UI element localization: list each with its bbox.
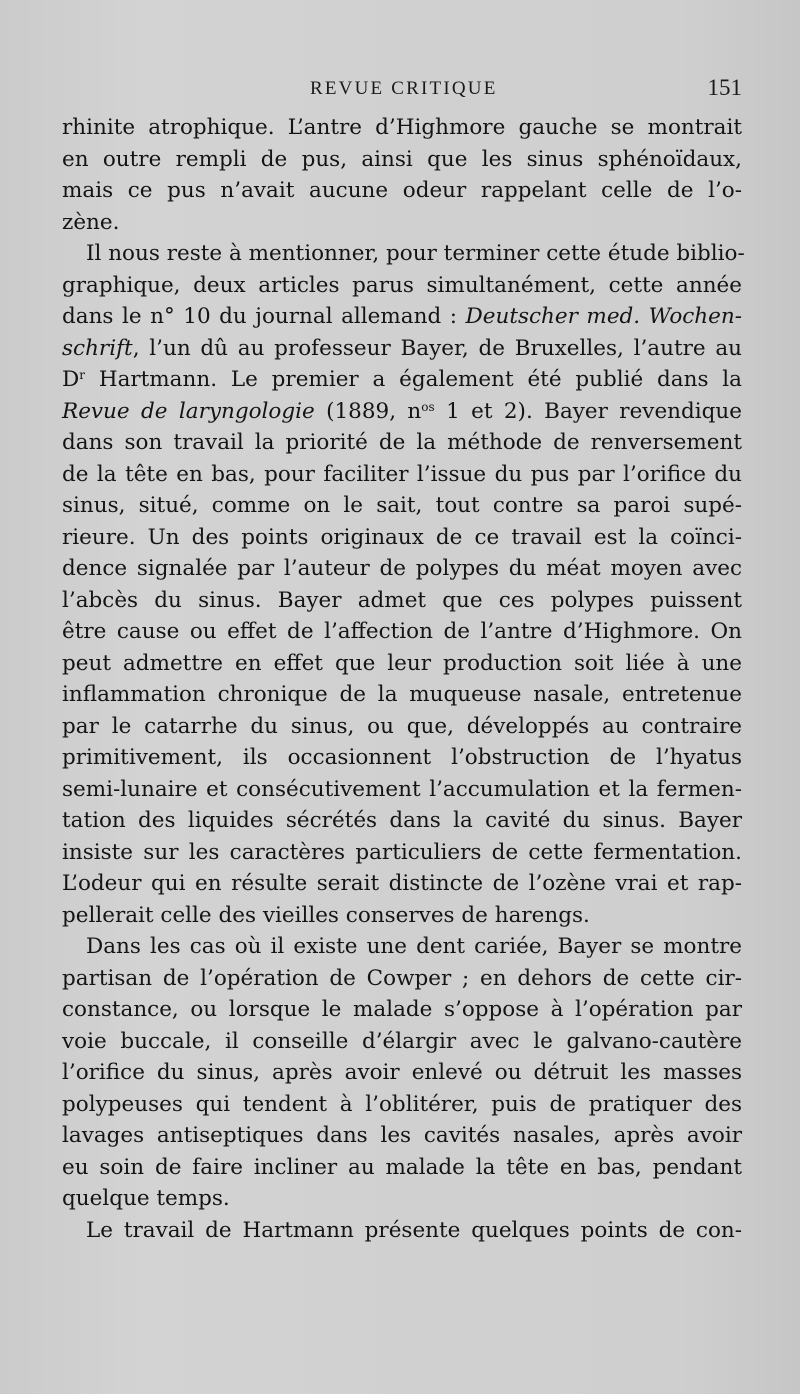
text-line [62, 301, 742, 333]
text-line: de la tête en bas, pour faciliter l’issue du pus par l’orifice du [62, 461, 742, 487]
text-line: lavages antiseptiques dans les cavités nasales, après avoir [62, 1123, 742, 1148]
text-line: L’odeur qui en résulte serait distincte de l’ozène vrai et rap- [62, 871, 742, 896]
dr-abbrev: D [62, 367, 80, 392]
text-line: graphique, deux articles parus simultanément, cette année [62, 272, 742, 298]
text-fragment: (1889, n [314, 398, 422, 424]
text-line: l’abcès du sinus. Bayer admet que ces polypes puissent [62, 587, 742, 613]
text-line: Le travail de Hartmann présente quelques points de con- [86, 1217, 742, 1243]
text-line: insiste sur les caractères particuliers de cette fermentation. [62, 839, 742, 865]
text-fragment: , l’un dû au professeur Bayer, de Bruxelles, l’autre au [132, 335, 742, 361]
text-line: semi-lunaire et consécutivement l’accumulation et la fermen- [62, 776, 742, 802]
revue-title: Revue de laryngologie [62, 398, 315, 424]
text-line: constance, ou lorsque le malade s’oppose à l’opération par [62, 997, 742, 1022]
text-line: en outre rempli de pus, ainsi que les sinus sphénoïdaux, [62, 146, 742, 172]
body-text [62, 112, 745, 1246]
nos-superscript: os [421, 399, 435, 414]
text-line: partisan de l’opération de Cowper ; en dehors de cette cir- [62, 965, 742, 991]
text-line: l’orifice du sinus, après avoir enlevé ou détruit les masses [62, 1060, 742, 1085]
text-fragment: Hartmann. Le premier a également été publié dans la [85, 367, 742, 392]
text-line: inflammation chronique de la muqueuse nasale, entretenue [62, 682, 742, 707]
running-head: REVUE CRITIQUE [310, 78, 498, 99]
page-number: 151 [707, 75, 742, 100]
text-line: rhinite atrophique. L’antre d’Highmore gauche se montrait [62, 115, 742, 140]
journal-title: Deutscher med. Wochen- [465, 304, 742, 329]
text-line: pellerait celle des vieilles conserves de harengs. [62, 902, 590, 928]
text-line: polypeuses qui tendent à l’oblitérer, puis de pratiquer des [62, 1091, 742, 1117]
dr-superscript: r [79, 368, 85, 382]
text-line: sinus, situé, comme on le sait, tout contre sa paroi supé- [62, 493, 742, 518]
text-line: dans son travail la priorité de la méthode de renversement [62, 430, 742, 455]
text-line: peut admettre en effet que leur production soit liée à une [62, 650, 742, 676]
text-fragment: dans le n° 10 du journal allemand : [62, 304, 466, 329]
page-header [62, 72, 742, 106]
text-line: dence signalée par l’auteur de polypes du méat moyen avec [62, 556, 742, 581]
text-line: eu soin de faire incliner au malade la tête en bas, pendant [62, 1154, 742, 1180]
text-line [62, 396, 742, 428]
text-line: quelque temps. [62, 1186, 230, 1211]
text-line: tation des liquides sécrétés dans la cavité du sinus. Bayer [62, 808, 742, 833]
text-line: mais ce pus n’avait aucune odeur rappelant celle de l’o- [62, 178, 742, 203]
text-fragment: 1 et 2). Bayer revendique [434, 398, 742, 424]
text-line: rieure. Un des points originaux de ce travail est la coïnci- [62, 524, 742, 550]
text-line [62, 364, 742, 396]
text-line: Dans les cas où il existe une dent cariée, Bayer se montre [86, 934, 742, 959]
text-line: être cause ou effet de l’affection de l’antre d’Highmore. On [62, 619, 742, 644]
text-line: primitivement, ils occasionnent l’obstruction de l’hyatus [62, 745, 742, 770]
text-line: zène. [62, 209, 120, 235]
text-line: par le catarrhe du sinus, ou que, développés au contraire [62, 713, 742, 739]
journal-title-cont: schrift [62, 335, 133, 361]
text-line: Il nous reste à mentionner, pour terminer cette étude biblio- [86, 241, 745, 266]
text-line: voie buccale, il conseille d’élargir avec le galvano-cautère [62, 1028, 742, 1054]
text-line [62, 333, 742, 365]
